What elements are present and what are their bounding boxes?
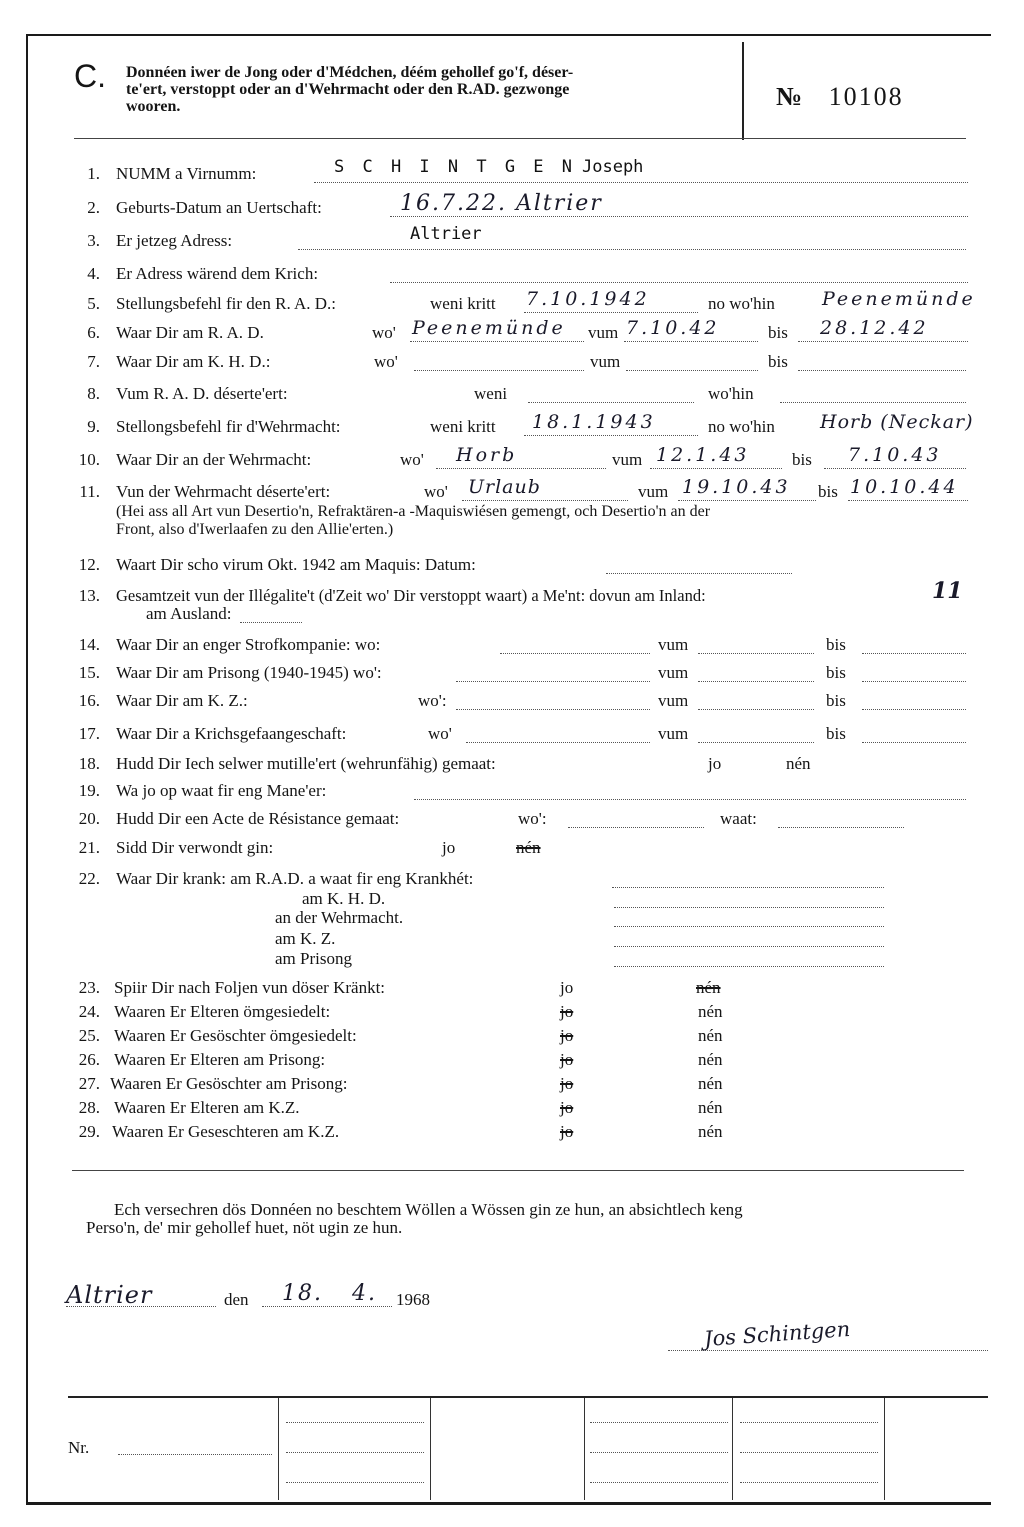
field-line [466,742,650,743]
weni-label: weni [474,384,508,403]
option-nen: nén [698,1002,723,1021]
row-11-note-2: Front, also d'Iwerlaafen zu den Allie'erten.) [116,521,394,538]
row-number: 13. [78,586,100,605]
no-wohin-label: no wo'hin [708,417,775,436]
field-line [612,887,884,888]
row-label: Waaren Er Gesöschter ömgesiedelt: [114,1026,357,1045]
option-jo-struck: jo [560,1074,574,1093]
row-number: 8. [87,384,100,403]
row-number: 22. [78,869,100,888]
option-nen: nén [698,1122,723,1141]
header-divider [742,42,744,140]
vum-label: vum [612,450,643,469]
footer-nr-label: Nr. [68,1438,90,1457]
option-jo-struck: jo [560,1098,574,1117]
waat-label: waat: [720,809,757,828]
vum-label: vum [588,323,619,342]
wohin-label: wo'hin [708,384,754,403]
field-wehrmacht-from: 12.1.43 [656,444,750,466]
field-wehrmacht-order-place: Horb (Neckar) [820,411,974,433]
row-label: Waar Dir a Krichsgefaangeschaft: [116,724,347,743]
row-number: 26. [78,1050,100,1069]
sub-wehrmacht: an der Wehrmacht. [275,908,404,927]
wo-label: wo' [424,482,448,501]
field-line [698,653,814,654]
field-line [524,435,698,436]
row-number: 9. [87,417,100,436]
row-number: 10. [78,450,100,469]
row-label: Hudd Dir Iech selwer mutille'ert (wehrunfähig) gemaat: [116,754,496,773]
vum-label: vum [590,352,621,371]
field-line [780,402,966,403]
row-label-ausland: am Ausland: [146,604,232,623]
row-label: Sidd Dir verwondt gin: [116,838,274,857]
weni-kritt-label: weni kritt [430,417,496,436]
field-desertion-to: 10.10.44 [850,476,959,498]
sub-prisong: am Prisong [275,949,352,968]
field-line [390,282,968,283]
field-line [390,216,968,217]
row-number: 24. [78,1002,100,1021]
field-line [314,182,968,183]
field-line [410,341,584,342]
field-line [456,681,650,682]
signature-place-text: Altrier [66,1281,153,1309]
date-year-text: 1968 [396,1290,430,1309]
option-jo: jo [560,978,574,997]
wo-label: wo' [372,323,396,342]
row-label: Waaren Er Elteren ömgesiedelt: [114,1002,331,1021]
row-number: 23. [78,978,100,997]
row-label: Waar Dir am Prisong (1940-1945) wo': [116,663,382,682]
row-label: Waar Dir am K. Z.: [116,691,248,710]
declaration-line-2: Perso'n, de' mir gehollef huet, nöt ugin ze hun. [86,1218,403,1237]
row-number: 20. [78,809,100,828]
row-label: Er jetzeg Adress: [116,231,233,250]
field-wehrmacht-to: 7.10.43 [848,444,942,466]
wo-label: wo': [418,691,447,710]
field-surname: S C H I N T G E N [334,157,576,177]
bis-label: bis [826,691,846,710]
row-number: 17. [78,724,100,743]
bis-label: bis [768,323,788,342]
row-number: 12. [78,555,100,574]
wo-label: wo' [400,450,424,469]
bis-label: bis [792,450,812,469]
field-line [698,681,814,682]
field-line [568,827,704,828]
vum-label: vum [658,691,689,710]
field-wehrmacht-place: Horb [456,444,518,466]
section-letter: C. [74,58,106,94]
field-line [626,370,758,371]
row-label: Er Adress wärend dem Krich: [116,264,319,283]
row-label: Vum R. A. D. déserte'ert: [116,384,288,403]
option-jo-struck: jo [560,1122,574,1141]
field-birth: 16.7.22. Altrier [400,191,603,216]
field-line [798,370,966,371]
field-line [500,653,650,654]
field-line [240,622,302,623]
option-jo-struck: jo [560,1002,574,1021]
field-line [298,249,966,250]
field-line [462,500,628,501]
field-line [862,681,966,682]
field-line [524,312,698,313]
field-rad-order-date: 7.10.1942 [526,288,650,310]
field-rad-order-place: Peenemünde [822,288,976,310]
row-label: Waar Dir am R. A. D. [116,323,264,342]
field-line [614,907,884,908]
row-number: 3. [87,231,100,250]
wo-label: wo' [428,724,452,743]
row-label: Waaren Er Elteren am K.Z. [114,1098,300,1117]
field-line [678,500,816,501]
signature-text: Jos Schintgen [703,1316,851,1352]
vum-label: vum [658,663,689,682]
option-jo-struck: jo [560,1050,574,1069]
header-title [126,64,573,115]
field-line [436,468,606,469]
bis-label: bis [768,352,788,371]
row-number: 11. [79,482,100,501]
number-value: 10108 [828,82,904,111]
row-label: Waar Dir am K. H. D.: [116,352,271,371]
option-nen-struck: nén [516,838,541,857]
wo-label: wo': [518,809,547,828]
row-number: 1. [87,164,100,183]
declaration-rule [72,1170,964,1171]
bis-label: bis [826,663,846,682]
row-number: 14. [78,635,100,654]
row-number: 15. [78,663,100,682]
row-number: 21. [78,838,100,857]
field-line [862,742,966,743]
row-number: 27. [78,1074,100,1093]
field-inland-months: 11 [932,578,963,604]
option-nen: nén [786,754,811,773]
vum-label: vum [658,635,689,654]
field-line [848,500,968,501]
row-number: 28. [78,1098,100,1117]
field-line [606,573,792,574]
option-jo: jo [442,838,456,857]
bis-label: bis [826,635,846,654]
row-label: Waaren Er Geseschteren am K.Z. [112,1122,340,1141]
row-label: Stellungsbefehl fir den R. A. D.: [116,294,337,313]
sub-khd: am K. H. D. [302,889,386,908]
option-jo-struck: jo [560,1026,574,1045]
field-line [650,468,782,469]
option-nen: nén [698,1026,723,1045]
bis-label: bis [818,482,838,501]
row-label: Spiir Dir nach Foljen vun döser Kränkt: [114,978,386,997]
field-wehrmacht-order-date: 18.1.1943 [532,411,656,433]
questionnaire-form [26,34,991,1505]
den-text: den [224,1290,249,1309]
header-title-line2: te'ert, verstoppt oder an d'Wehrmacht oder den R.AD. gezwonge [126,81,570,98]
header-title-line1: Donnéen iwer de Jong oder d'Médchen, déém gehollef go'f, déser- [126,64,574,81]
row-label: Waart Dir scho virum Okt. 1942 am Maquis: Datum: [116,555,476,574]
field-rad-from: 7.10.42 [626,317,720,339]
field-line [862,709,966,710]
field-line [862,653,966,654]
option-nen: nén [698,1050,723,1069]
row-label: Waaren Er Elteren am Prisong: [114,1050,326,1069]
header-rule [74,138,966,139]
field-line [528,402,694,403]
field-firstname: Joseph [582,157,644,177]
field-desertion-place: Urlaub [468,476,541,498]
field-line [698,709,814,710]
row-number: 18. [78,754,100,773]
row-label: Waar Dir an enger Strofkompanie: wo: [116,635,381,654]
field-line [414,370,584,371]
row-label: Vun der Wehrmacht déserte'ert: [116,482,331,501]
date-month-text: 4. [352,1281,377,1306]
row-number: 16. [78,691,100,710]
row-label: Waaren Er Gesöschter am Prisong: [110,1074,348,1093]
declaration-line-1: Ech versechren dös Donnéen no beschtem Wöllen a Wössen gin ze hun, an absichtlech keng [114,1200,743,1219]
field-line [698,742,814,743]
field-line [798,341,968,342]
row-number: 19. [78,781,100,800]
row-label: Hudd Dir een Acte de Résistance gemaat: [116,809,400,828]
sub-kz: am K. Z. [275,929,336,948]
option-nen-struck: nén [696,978,721,997]
field-line [614,926,884,927]
field-line [778,827,904,828]
wo-label: wo' [374,352,398,371]
row-number: 29. [78,1122,100,1141]
number-sign: № [776,82,803,111]
field-line [456,709,650,710]
field-line [414,799,966,800]
field-address: Altrier [410,224,482,244]
field-desertion-from: 19.10.43 [682,476,791,498]
row-number: 5. [87,294,100,313]
row-number: 7. [87,352,100,371]
row-label: Stellongsbefehl fir d'Wehrmacht: [116,417,341,436]
row-label: Waar Dir an der Wehrmacht: [116,450,312,469]
row-number: 25. [78,1026,100,1045]
row-label: Gesamtzeit vun der Illégalite't (d'Zeit wo' Dir verstoppt waart) a Me'nt: dovun am Inland: [116,586,706,605]
field-rad-place: Peenemünde [412,317,566,339]
no-wohin-label: no wo'hin [708,294,775,313]
row-number: 6. [87,323,100,342]
field-line [624,341,758,342]
row-label: NUMM a Virnumm: [116,164,257,183]
bis-label: bis [826,724,846,743]
row-label: Geburts-Datum an Uertschaft: [116,198,322,217]
option-nen: nén [698,1098,723,1117]
row-11-note-1: (Hei ass all Art vun Desertio'n, Refraktären-a -Maquiswiésen gemengt, och Desertio'n an der [116,503,711,520]
vum-label: vum [638,482,669,501]
field-line [614,946,884,947]
row-label: Wa jo op waat fir eng Mane'er: [116,781,327,800]
form-number [776,82,904,112]
field-line [824,468,966,469]
field-rad-to: 28.12.42 [820,317,929,339]
row-number: 4. [87,264,100,283]
option-jo: jo [708,754,722,773]
field-line [614,966,884,967]
date-day-text: 18. [282,1281,323,1306]
row-label: Waar Dir krank: am R.A.D. a waat fir eng Krankhét: [116,869,474,888]
option-nen: nén [698,1074,723,1093]
weni-kritt-label: weni kritt [430,294,496,313]
header-title-line3: wooren. [126,98,181,115]
vum-label: vum [658,724,689,743]
row-number: 2. [87,198,100,217]
